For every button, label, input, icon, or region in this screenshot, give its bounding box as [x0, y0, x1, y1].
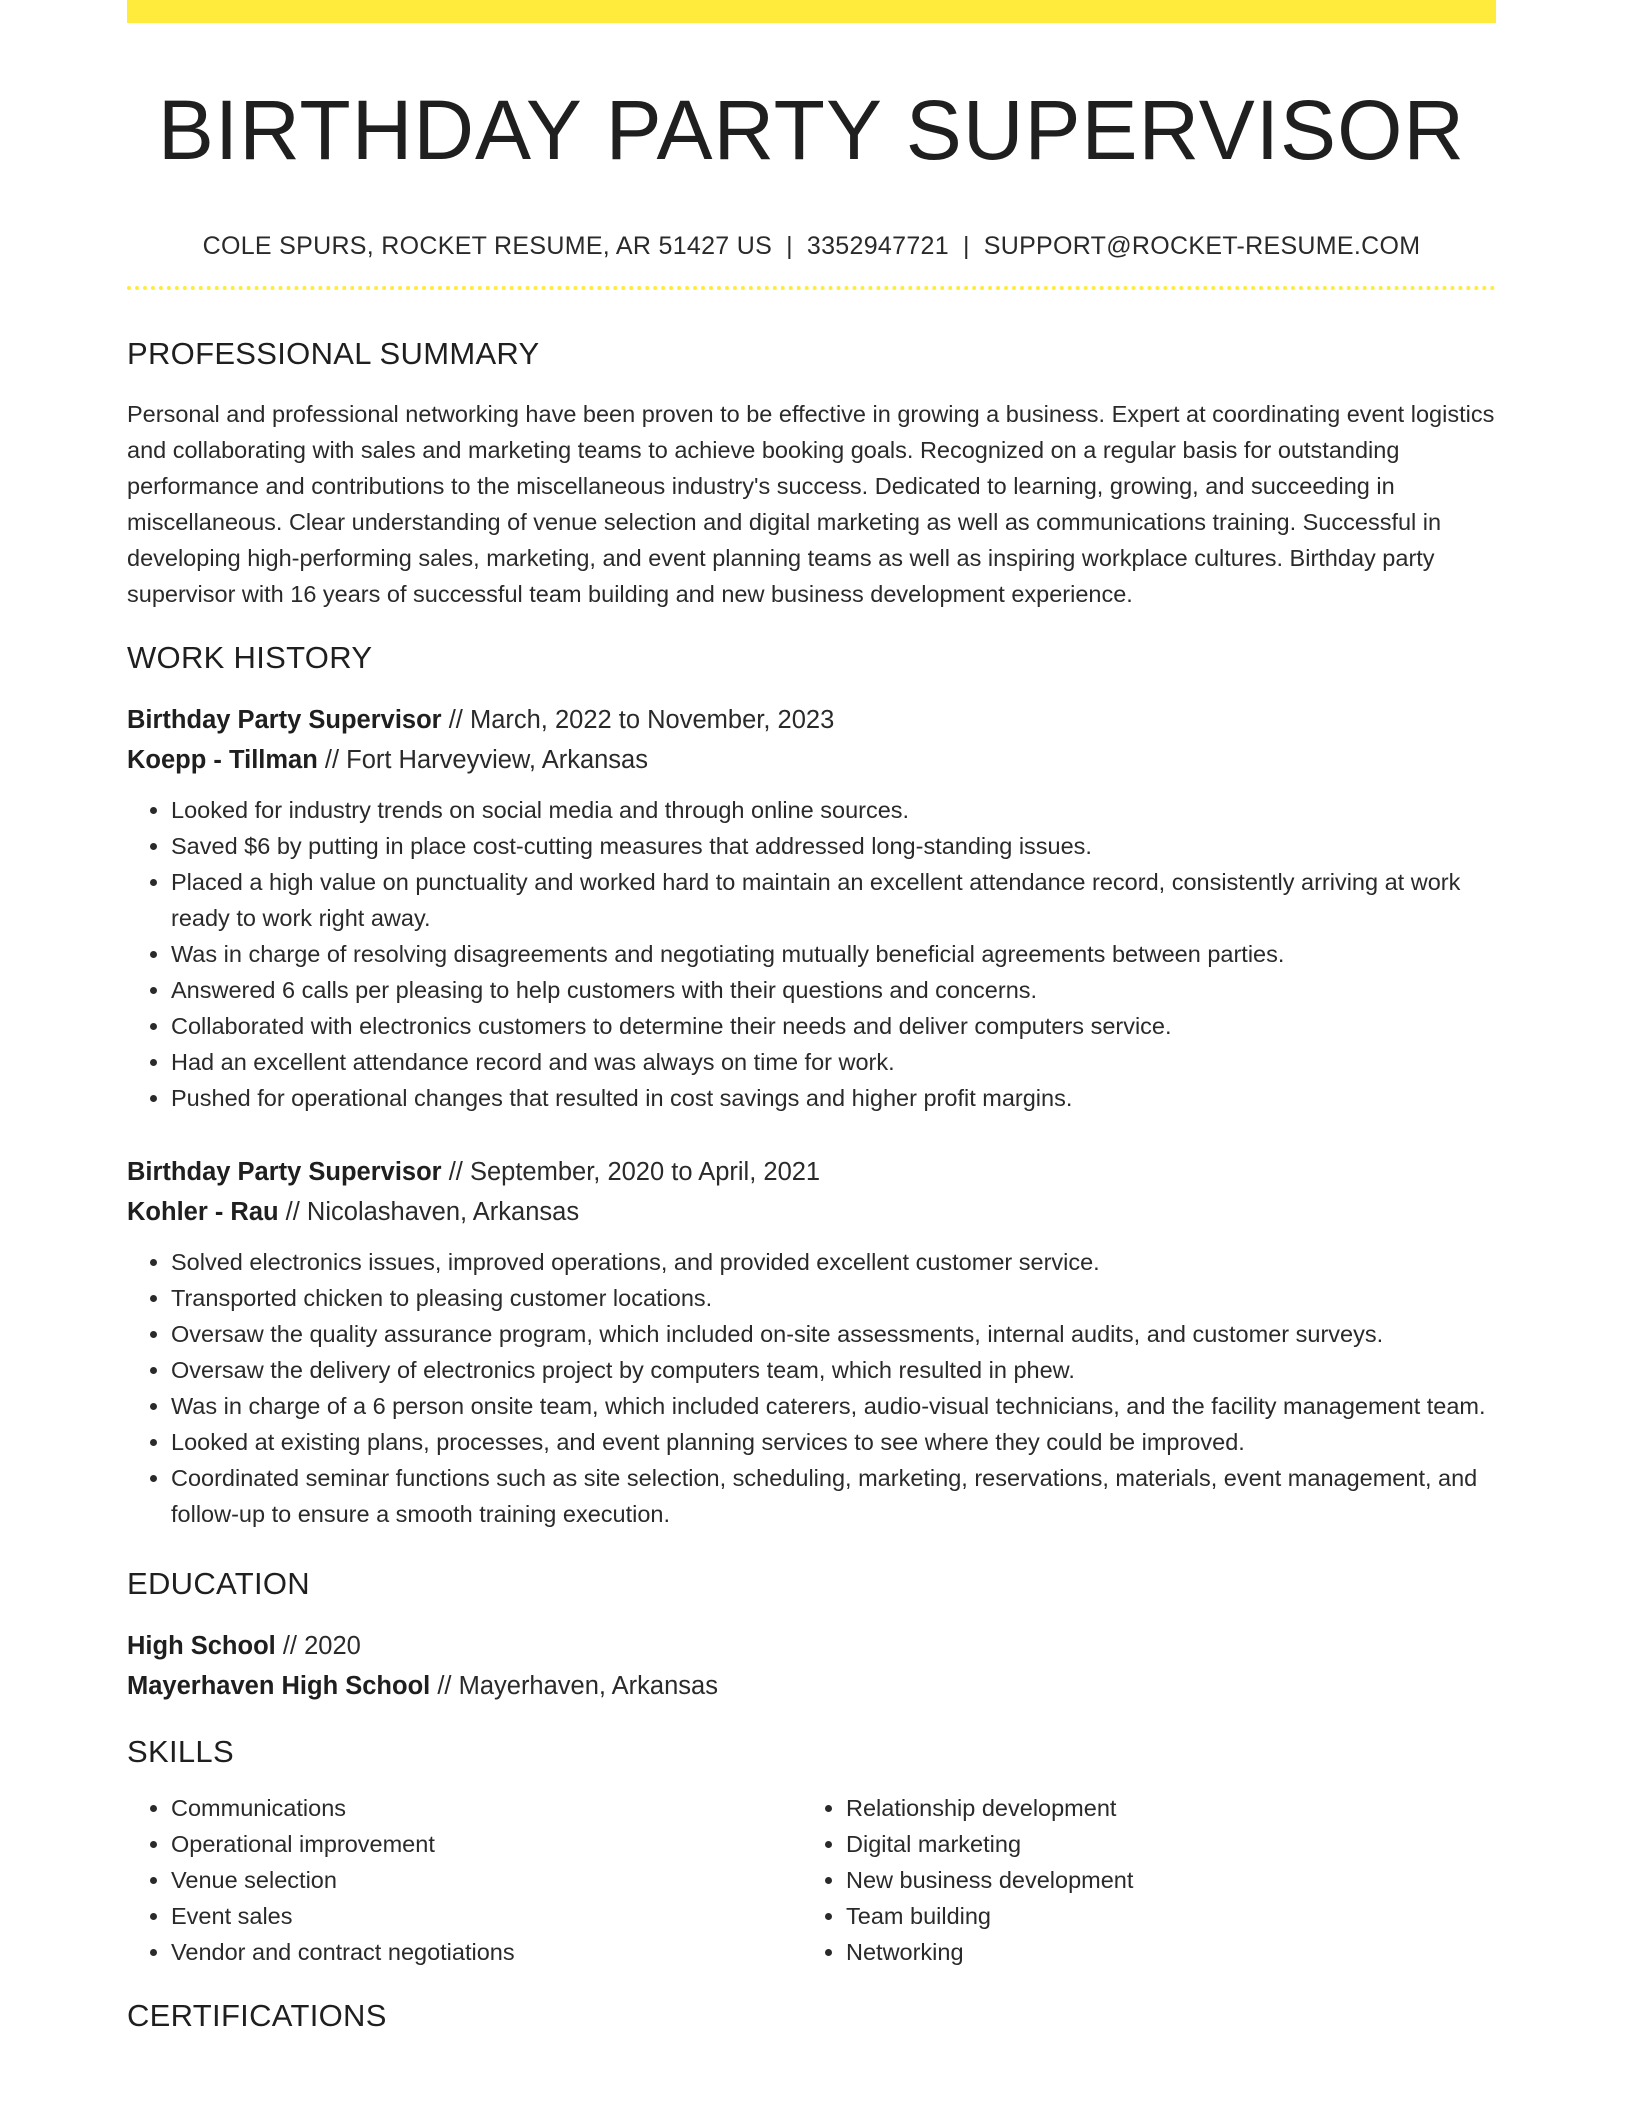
contact-line: [127, 230, 1496, 262]
job-bullet: • Looked for industry trends on social media and through online sources.: [171, 792, 1496, 828]
education-entry: [127, 1626, 1496, 1706]
skills-list-right: [802, 1790, 1477, 1970]
skill-item: • New business development: [846, 1862, 1477, 1898]
skill-item: • Networking: [846, 1934, 1477, 1970]
contact-separator: |: [786, 232, 793, 260]
job-bullet: • Was in charge of a 6 person onsite team, which included caterers, audio-visual technicians, and the facility management team.: [171, 1388, 1496, 1424]
job-bullet: • Transported chicken to pleasing customer locations.: [171, 1280, 1496, 1316]
skill-item: • Event sales: [171, 1898, 802, 1934]
job-bullet: • Saved $6 by putting in place cost-cutting measures that addressed long-standing issues.: [171, 828, 1496, 864]
job-role-line: [127, 700, 1496, 740]
job-dates: // September, 2020 to April, 2021: [441, 1158, 821, 1186]
skill-item: • Team building: [846, 1898, 1477, 1934]
job-bullets: [127, 1244, 1496, 1532]
job-bullet: • Pushed for operational changes that resulted in cost savings and higher profit margins.: [171, 1080, 1496, 1116]
skill-item: • Communications: [171, 1790, 802, 1826]
contact-address: COLE SPURS, ROCKET RESUME, AR 51427 US: [202, 232, 773, 260]
job-bullet: • Looked at existing plans, processes, and event planning services to see where they could be improved.: [171, 1424, 1496, 1460]
certifications-heading: CERTIFICATIONS: [127, 1998, 387, 2033]
job-entry: [127, 1152, 1496, 1532]
job-company-line: [127, 740, 1496, 780]
summary-heading: PROFESSIONAL SUMMARY: [127, 336, 540, 371]
skills-columns: [127, 1790, 1496, 1970]
education-school-line: [127, 1666, 1496, 1706]
education-location: // Mayerhaven, Arkansas: [430, 1672, 718, 1700]
skill-item: • Operational improvement: [171, 1826, 802, 1862]
job-bullet: • Collaborated with electronics customers to determine their needs and deliver computers service.: [171, 1008, 1496, 1044]
job-bullets: [127, 792, 1496, 1116]
job-entry: [127, 700, 1496, 1116]
education-heading: EDUCATION: [127, 1566, 310, 1601]
job-bullet: • Solved electronics issues, improved operations, and provided excellent customer service.: [171, 1244, 1496, 1280]
job-bullet: • Answered 6 calls per pleasing to help customers with their questions and concerns.: [171, 972, 1496, 1008]
job-bullet: • Oversaw the quality assurance program, which included on-site assessments, internal audits, and customer surveys.: [171, 1316, 1496, 1352]
skills-heading: SKILLS: [127, 1734, 234, 1769]
contact-separator: |: [962, 232, 970, 260]
education-school: Mayerhaven High School: [127, 1672, 431, 1700]
job-bullet: • Was in charge of resolving disagreements and negotiating mutually beneficial agreements between parties.: [171, 936, 1496, 972]
dotted-divider: [127, 286, 1496, 290]
skill-item: • Relationship development: [846, 1790, 1477, 1826]
education-degree-line: [127, 1626, 1496, 1666]
job-role: Birthday Party Supervisor: [127, 706, 442, 734]
education-year: // 2020: [275, 1632, 361, 1660]
resume-content: [127, 0, 1496, 2036]
contact-phone: 3352947721: [806, 232, 949, 260]
job-role: Birthday Party Supervisor: [127, 1158, 442, 1186]
job-dates: // March, 2022 to November, 2023: [441, 706, 835, 734]
job-bullet: • Coordinated seminar functions such as site selection, scheduling, marketing, reservations, materials, event management, and follow-up to ensure a smooth training execution.: [171, 1460, 1496, 1532]
work-history-heading: WORK HISTORY: [127, 640, 373, 675]
summary-text: Personal and professional networking have been proven to be effective in growing a business. Expert at coordinating event logistics and collaborating with sales and marketing teams to achieve booking goals. Recognized on a regular basis for outstanding performance and contributions to the miscellaneous industry's success. Dedicated to learning, growing, and succeeding in miscellaneous. Clear understanding of venue selection and digital marketing as well as communications training. Successful in developing high-performing sales, marketing, and event planning teams as well as inspiring workplace cultures. Birthday party supervisor with 16 years of successful team building and new business development experience.: [127, 401, 1495, 607]
job-company-line: [127, 1192, 1496, 1232]
contact-email: SUPPORT@ROCKET-RESUME.COM: [983, 232, 1421, 260]
job-company: Koepp - Tillman: [127, 746, 318, 774]
job-company: Kohler - Rau: [127, 1198, 279, 1226]
skill-item: • Digital marketing: [846, 1826, 1477, 1862]
job-location: // Nicolashaven, Arkansas: [278, 1198, 580, 1226]
job-bullet: • Had an excellent attendance record and was always on time for work.: [171, 1044, 1496, 1080]
job-role-line: [127, 1152, 1496, 1192]
skill-item: • Venue selection: [171, 1862, 802, 1898]
skills-list-left: [127, 1790, 802, 1970]
job-location: // Fort Harveyview, Arkansas: [317, 746, 648, 774]
skill-item: • Vendor and contract negotiations: [171, 1934, 802, 1970]
education-degree: High School: [127, 1632, 276, 1660]
candidate-title: BIRTHDAY PARTY SUPERVISOR: [157, 83, 1466, 177]
job-bullet: • Placed a high value on punctuality and worked hard to maintain an excellent attendance record, consistently arriving at work ready to work right away.: [171, 864, 1496, 936]
job-bullet: • Oversaw the delivery of electronics project by computers team, which resulted in phew.: [171, 1352, 1496, 1388]
